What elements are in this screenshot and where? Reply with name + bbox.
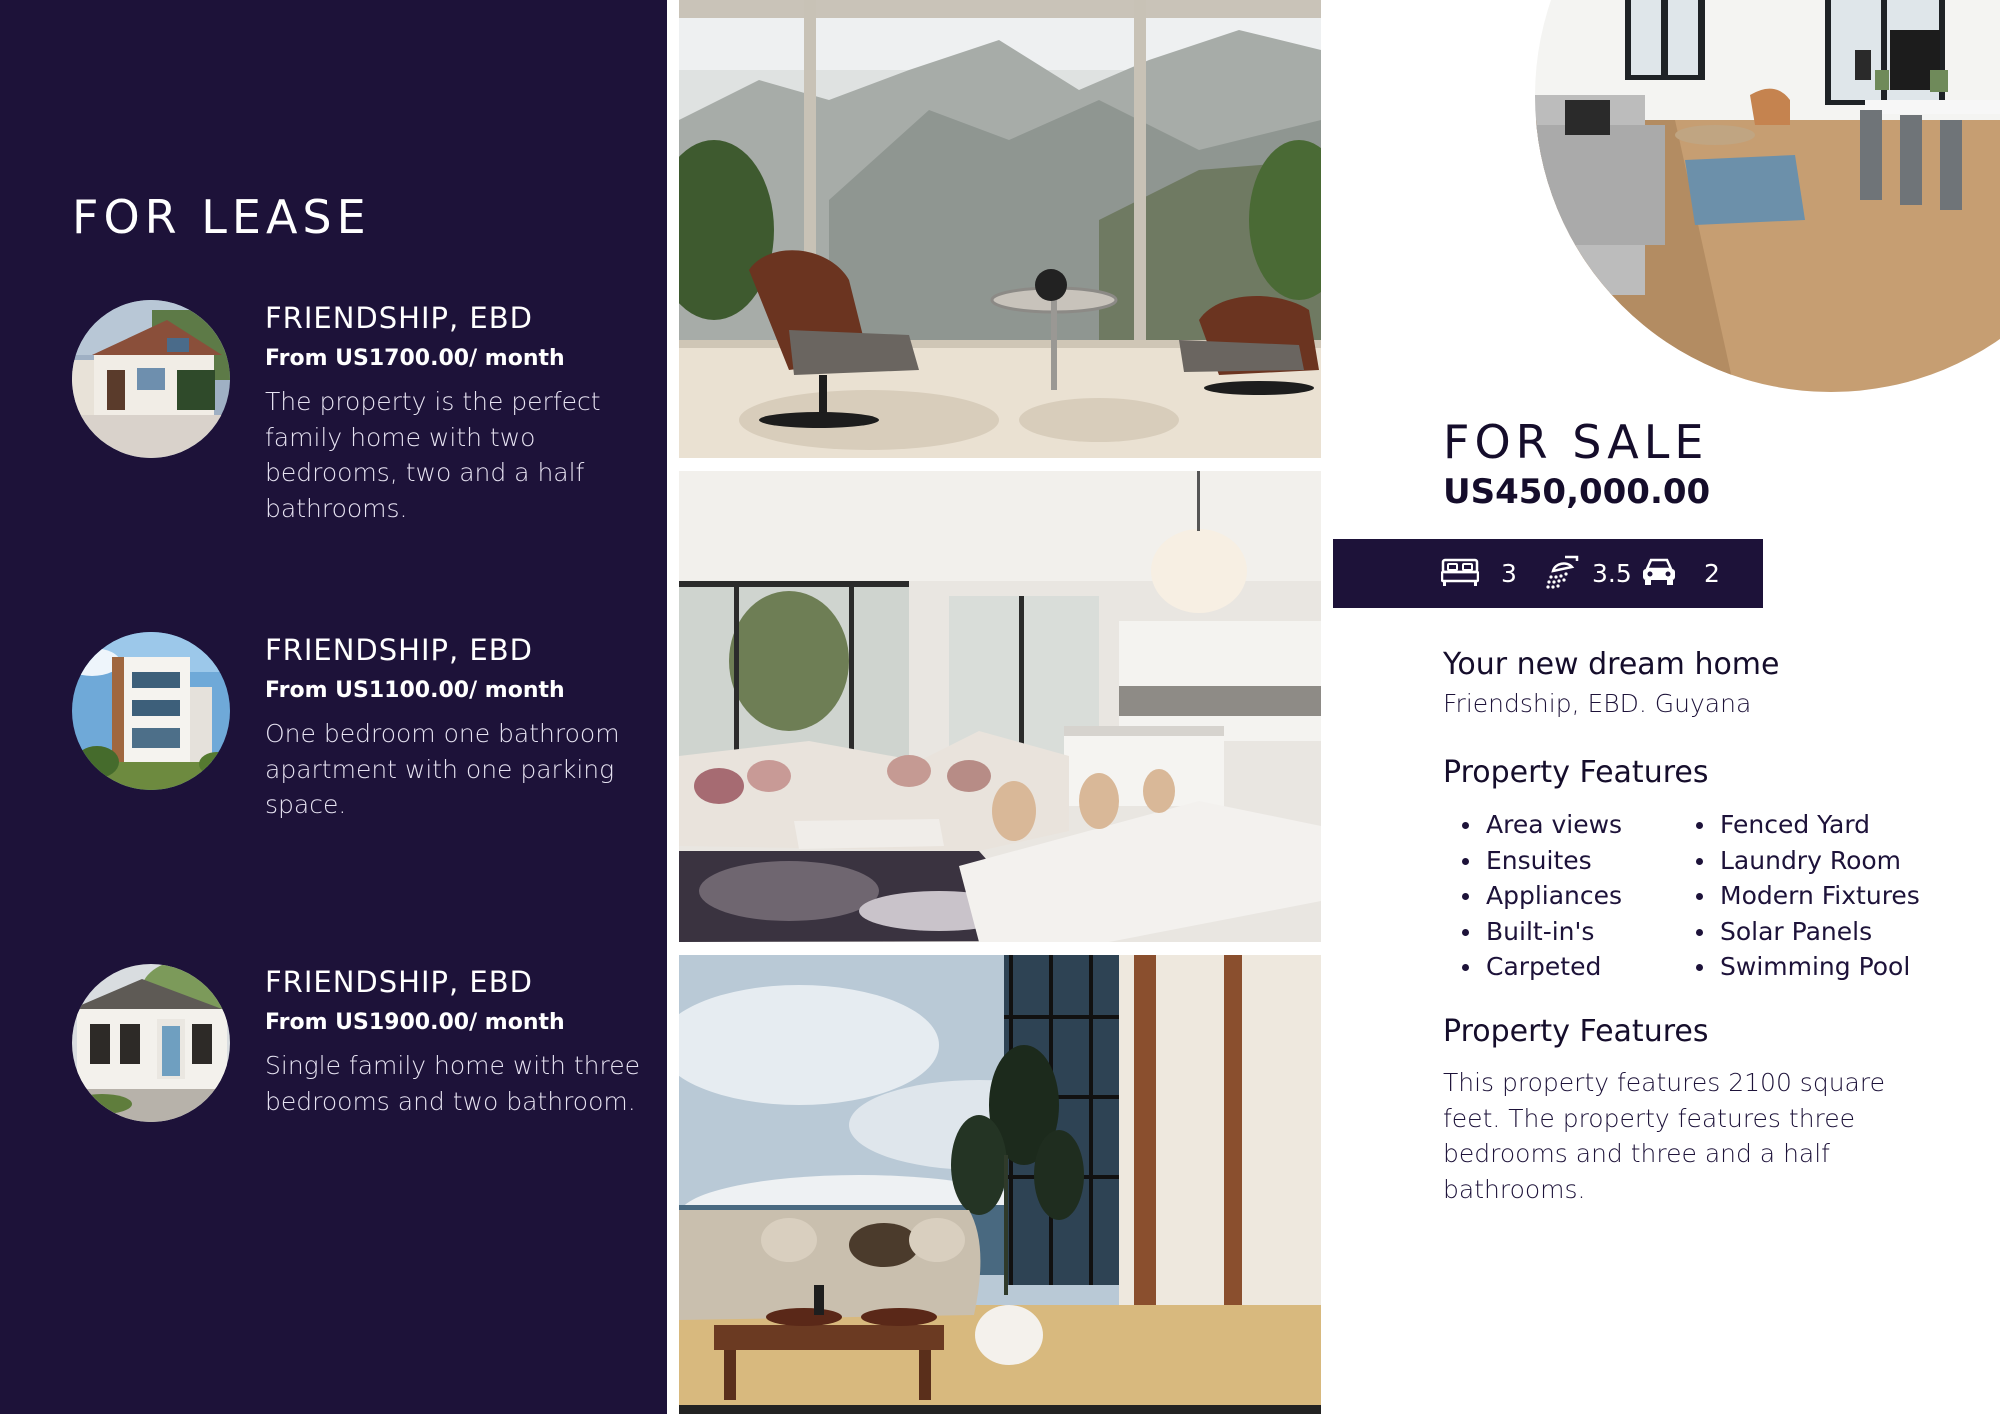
dining-living-room-photo (1535, 0, 2000, 392)
feature-item: Built-in's (1456, 914, 1622, 950)
lease-listing-2 (72, 632, 632, 872)
listing-1-house-photo (72, 300, 230, 458)
feature-item: Laundry Room (1690, 843, 1920, 879)
listing-2-title: FRIENDSHIP, EBD (265, 633, 533, 667)
features-list-left (1456, 807, 1622, 985)
car-icon (1641, 557, 1677, 592)
feature-item: Fenced Yard (1690, 807, 1920, 843)
lease-listing-1 (72, 300, 632, 540)
listing-1-title: FRIENDSHIP, EBD (265, 301, 533, 335)
feature-item: Swimming Pool (1690, 949, 1920, 985)
for-sale-heading: FOR SALE (1443, 415, 1709, 469)
bedrooms-count: 3 (1501, 559, 1517, 588)
features-heading: Property Features (1443, 755, 1709, 790)
shower-icon (1545, 555, 1579, 594)
for-lease-heading: FOR LEASE (72, 190, 371, 244)
ocean-view-lounge-photo (679, 955, 1321, 1414)
property-description: This property features 2100 square feet. The property features three bedrooms and three and a half bathrooms. (1443, 1068, 1885, 1204)
listing-3-description: Single family home with three bedrooms and two bathroom. (265, 1051, 640, 1116)
feature-item: Appliances (1456, 878, 1622, 914)
listing-2-description: One bedroom one bathroom apartment with one parking space. (265, 719, 620, 819)
listing-3-title: FRIENDSHIP, EBD (265, 965, 533, 999)
feature-item: Area views (1456, 807, 1622, 843)
features-list-right (1690, 807, 1920, 985)
description-heading: Property Features (1443, 1014, 1709, 1049)
description-block (1443, 1013, 1943, 1207)
feature-item: Carpeted (1456, 949, 1622, 985)
features-heading-block (1443, 754, 1708, 792)
sale-tagline: Your new dream home (1443, 647, 1780, 682)
listing-2-house-photo (72, 632, 230, 790)
listing-1-price: From US1700.00/ month (265, 346, 565, 371)
for-lease-panel (0, 0, 667, 1414)
property-stats-bar (1333, 539, 1763, 608)
feature-item: Ensuites (1456, 843, 1622, 879)
listing-3-house-photo (72, 964, 230, 1122)
sale-price: US450,000.00 (1443, 472, 1711, 512)
listing-3-price: From US1900.00/ month (265, 1010, 565, 1035)
feature-item: Solar Panels (1690, 914, 1920, 950)
feature-item: Modern Fixtures (1690, 878, 1920, 914)
sale-location: Friendship, EBD. Guyana (1443, 689, 1752, 718)
bed-icon (1441, 557, 1479, 592)
bathrooms-count: 3.5 (1592, 559, 1632, 588)
lease-listing-3 (72, 964, 640, 1204)
sale-tagline-block (1443, 646, 1780, 722)
listing-1-description: The property is the perfect family home with two bedrooms, two and a half bathrooms. (265, 387, 601, 523)
listing-2-price: From US1100.00/ month (265, 678, 565, 703)
living-room-kitchen-photo (679, 471, 1321, 942)
mountain-view-lounge-photo (679, 0, 1321, 458)
parking-count: 2 (1704, 559, 1720, 588)
